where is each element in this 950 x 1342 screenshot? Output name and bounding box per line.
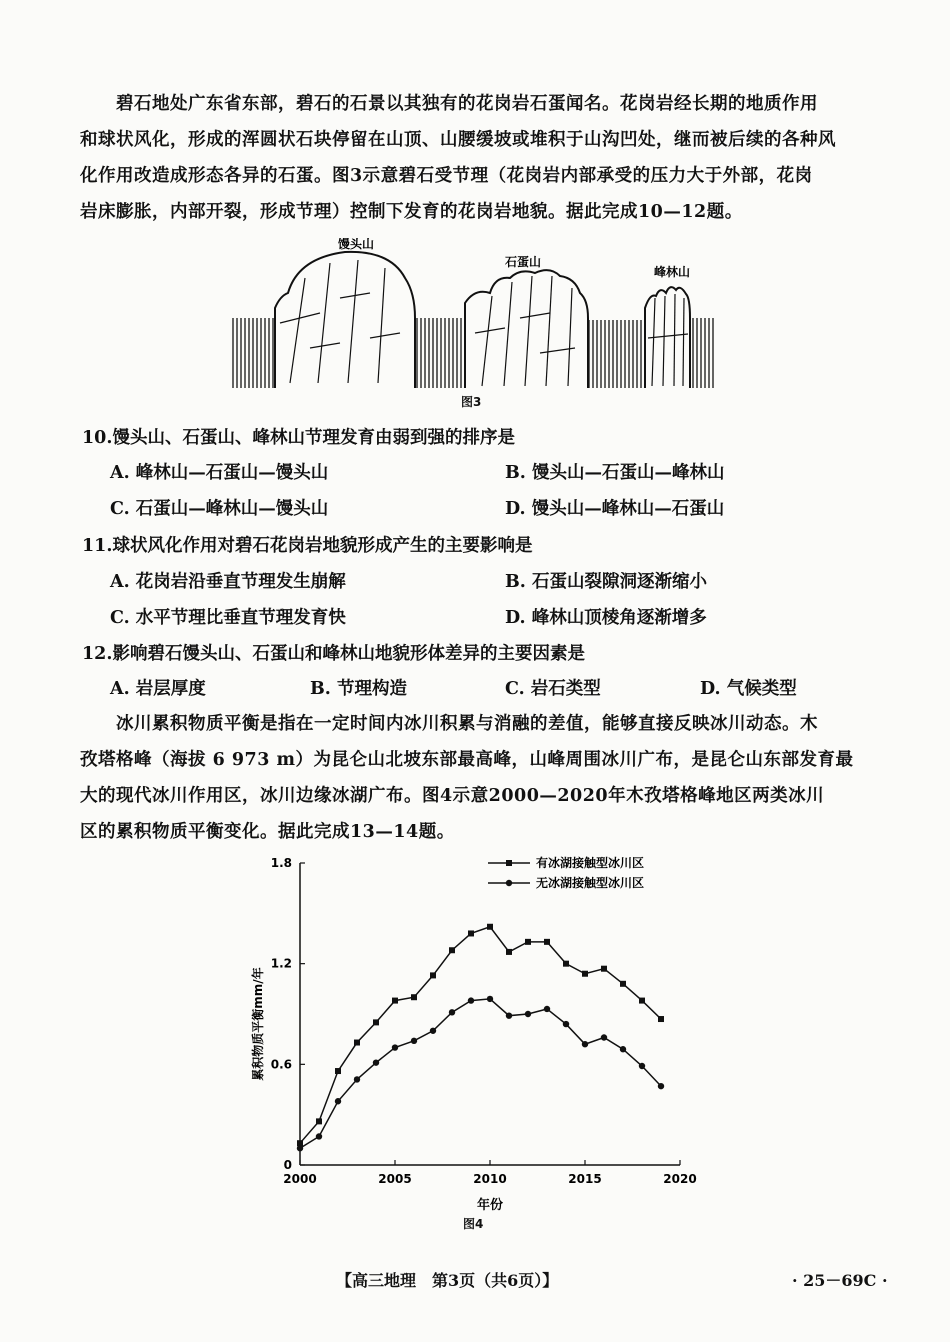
series-2-point (658, 1083, 664, 1089)
series-2-point (582, 1041, 588, 1047)
series-1-point (544, 939, 550, 945)
series-1-point (392, 998, 398, 1004)
series-2-point (468, 997, 474, 1003)
series-2-point (297, 1145, 303, 1151)
x-tick-label: 2000 (283, 1172, 317, 1186)
series-2-point (525, 1011, 531, 1017)
series-1-point (411, 994, 417, 1000)
series-line-1 (300, 927, 661, 1143)
series-2-point (563, 1021, 569, 1027)
chart-series (297, 924, 664, 1152)
legend-label: 无冰湖接触型冰川区 (536, 876, 645, 890)
passage-1-line: 碧石地处广东省东部，碧石的石景以其独有的花岗岩石蛋闻名。花岗岩经长期的地质作用 (116, 94, 818, 114)
series-2-point (430, 1028, 436, 1034)
ground-layer (690, 318, 715, 388)
series-1-point (449, 947, 455, 953)
series-2-point (316, 1133, 322, 1139)
ground-layer (410, 318, 470, 388)
ground-layer (580, 320, 650, 388)
series-1-point (468, 930, 474, 936)
series-1-point (563, 961, 569, 967)
passage-2 (80, 706, 870, 850)
series-2-point (487, 996, 493, 1002)
series-1-point (582, 971, 588, 977)
x-tick-labels (283, 1160, 696, 1186)
figure-3-landform-diagram (220, 238, 720, 398)
series-1-point (506, 949, 512, 955)
question-10-option-d[interactable]: D. 馒头山—峰林山—石蛋山 (505, 499, 725, 519)
series-2-point (639, 1063, 645, 1069)
series-2-point (601, 1034, 607, 1040)
passage-1 (80, 86, 870, 230)
question-12-option-b[interactable]: B. 节理构造 (310, 679, 407, 699)
series-1-point (373, 1019, 379, 1025)
y-axis-label: 累积物质平衡mm/年 (251, 967, 265, 1081)
x-tick-label: 2005 (378, 1172, 412, 1186)
passage-1-line: 化作用改造成形态各异的石蛋。图3示意碧石受节理（花岗岩内部承受的压力大于外部，花岗 (80, 166, 813, 186)
question-10-option-a[interactable]: A. 峰林山—石蛋山—馒头山 (110, 463, 329, 483)
label-fenglin: 峰林山 (654, 265, 691, 279)
series-1-point (658, 1016, 664, 1022)
series-2-point (620, 1046, 626, 1052)
series-1-point (430, 972, 436, 978)
y-tick-label: 0 (283, 1158, 292, 1172)
question-12-option-c[interactable]: C. 岩石类型 (505, 679, 601, 699)
chart-axes (300, 863, 680, 1165)
series-1-point (601, 966, 607, 972)
series-2-point (544, 1006, 550, 1012)
question-10-option-b[interactable]: B. 馒头山—石蛋山—峰林山 (505, 463, 725, 483)
y-tick-label: 1.8 (270, 856, 292, 870)
series-2-point (392, 1044, 398, 1050)
passage-2-line: 冰川累积物质平衡是指在一定时间内冰川积累与消融的差值，能够直接反映冰川动态。木 (116, 714, 818, 734)
page-code: · 25－69C · (792, 1271, 888, 1290)
page-footer-label: 【高三地理 第3页（共6页）】 (336, 1271, 559, 1290)
question-11-option-d[interactable]: D. 峰林山顶棱角逐渐增多 (505, 608, 707, 628)
legend-marker-circle (506, 880, 512, 886)
chart-legend (488, 855, 644, 890)
series-2-point (373, 1059, 379, 1065)
figure-3-caption: 图3 (461, 395, 482, 409)
series-1-point (620, 981, 626, 987)
x-tick-label: 2010 (473, 1172, 507, 1186)
question-10-stem: 10.馒头山、石蛋山、峰林山节理发育由弱到强的排序是 (82, 428, 515, 448)
x-axis-label: 年份 (476, 1198, 504, 1213)
series-2-point (335, 1098, 341, 1104)
series-2-point (506, 1012, 512, 1018)
series-2-point (449, 1009, 455, 1015)
series-2-point (354, 1076, 360, 1082)
series-1-point (487, 924, 493, 930)
label-mantou: 馒头山 (338, 238, 375, 251)
question-10-option-c[interactable]: C. 石蛋山—峰林山—馒头山 (110, 499, 329, 519)
passage-2-line: 大的现代冰川作用区，冰川边缘冰湖广布。图4示意2000—2020年木孜塔格峰地区两类冰川 (80, 786, 825, 806)
passage-1-line: 岩床膨胀，内部开裂，形成节理）控制下发育的花岗岩地貌。据此完成10—12题。 (80, 202, 743, 222)
question-11-option-c[interactable]: C. 水平节理比垂直节理发育快 (110, 608, 346, 628)
x-tick-label: 2015 (568, 1172, 602, 1186)
legend-marker-square (506, 860, 512, 866)
question-11-option-b[interactable]: B. 石蛋山裂隙洞逐渐缩小 (505, 572, 707, 592)
question-11-option-a[interactable]: A. 花岗岩沿垂直节理发生崩解 (110, 572, 346, 592)
series-line-2 (300, 999, 661, 1148)
label-shidan: 石蛋山 (505, 255, 542, 269)
figure-4-caption: 图4 (463, 1217, 484, 1231)
passage-2-line: 孜塔格峰（海拔 6 973 m）为昆仑山北坡东部最高峰，山峰周围冰川广布，是昆仑山东部发育最 (80, 750, 854, 770)
passage-1-line: 和球状风化，形成的浑圆状石块停留在山顶、山腰缓坡或堆积于山沟凹处，继而被后续的各种风 (80, 130, 836, 150)
legend-label: 有冰湖接触型冰川区 (536, 856, 645, 870)
passage-2-line: 区的累积物质平衡变化。据此完成13—14题。 (80, 822, 455, 842)
question-11-stem: 11.球状风化作用对碧石花岗岩地貌形成产生的主要影响是 (82, 536, 533, 556)
series-2-point (411, 1038, 417, 1044)
x-tick-label: 2020 (663, 1172, 697, 1186)
figure-4-line-chart (240, 845, 710, 1220)
series-1-point (525, 939, 531, 945)
question-12-option-a[interactable]: A. 岩层厚度 (110, 679, 206, 699)
question-12-stem: 12.影响碧石馒头山、石蛋山和峰林山地貌形体差异的主要因素是 (82, 644, 585, 664)
series-1-point (354, 1040, 360, 1046)
series-1-point (316, 1118, 322, 1124)
ground-layer (230, 318, 280, 388)
series-1-point (335, 1068, 341, 1074)
y-tick-label: 1.2 (270, 956, 292, 971)
mantou-mountain-outline (275, 252, 415, 388)
question-12-option-d[interactable]: D. 气候类型 (700, 679, 797, 699)
series-1-point (639, 998, 645, 1004)
y-tick-label: 0.6 (270, 1057, 292, 1072)
